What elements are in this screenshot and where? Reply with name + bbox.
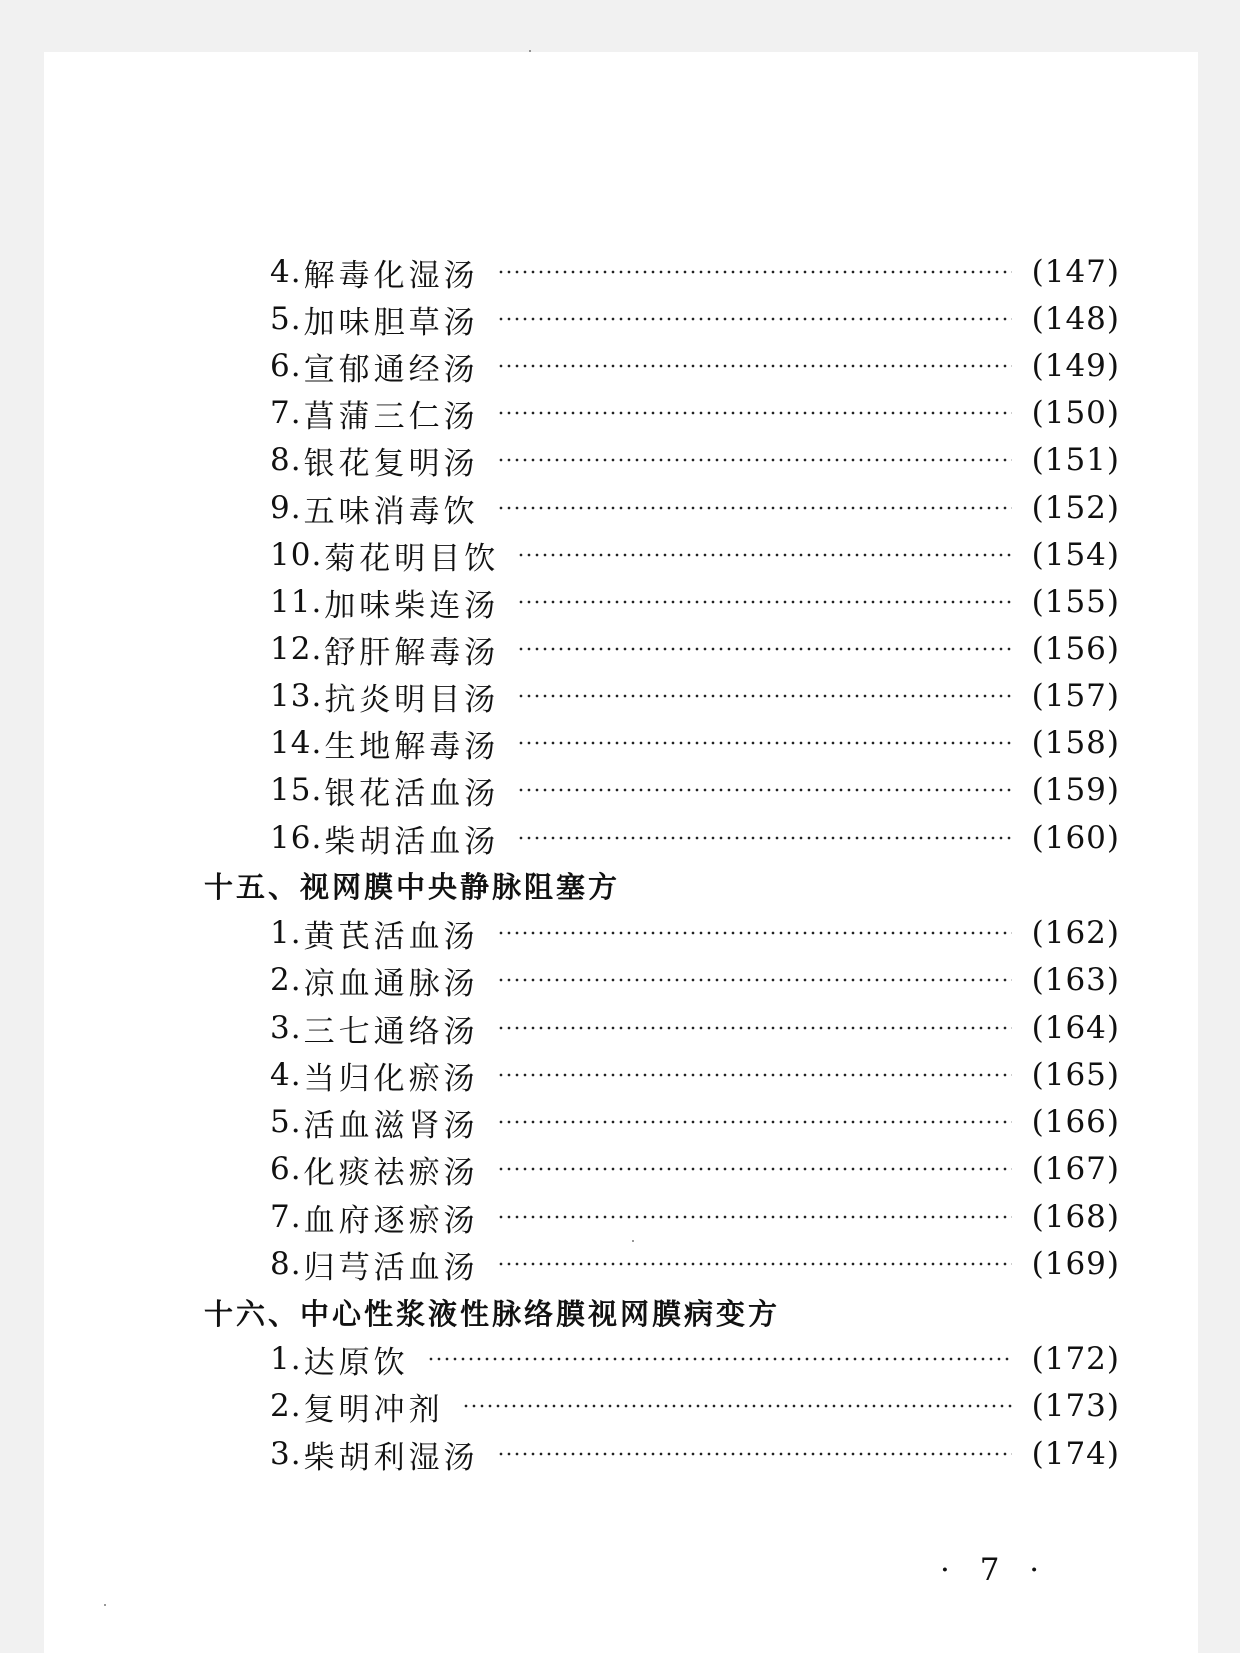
entry-title: 柴胡活血汤 (324, 823, 500, 860)
dot-leader (497, 1073, 1012, 1077)
entry-number: 3. (270, 1010, 302, 1046)
entry-title: 血府逐瘀汤 (303, 1202, 479, 1239)
toc-entry[interactable] (270, 1386, 1120, 1426)
scan-speck (632, 1240, 634, 1242)
toc-entry[interactable] (270, 960, 1120, 1000)
entry-title: 五味消毒饮 (303, 493, 479, 530)
entry-page: (156) (1031, 631, 1120, 667)
entry-page: (157) (1031, 678, 1120, 714)
dot-leader (497, 506, 1012, 510)
entry-number: 7. (270, 395, 302, 431)
toc-entry[interactable] (270, 440, 1120, 480)
entry-number: 5. (270, 1104, 302, 1140)
dot-leader (497, 1262, 1012, 1266)
entry-title: 柴胡利湿汤 (303, 1439, 479, 1476)
entry-title: 舒肝解毒汤 (324, 634, 500, 671)
dot-leader (497, 317, 1012, 321)
dot-leader (517, 600, 1011, 604)
entry-page: (165) (1031, 1057, 1120, 1093)
entry-title: 化痰祛瘀汤 (303, 1154, 479, 1191)
dot-leader (497, 931, 1012, 935)
entry-title: 银花活血汤 (324, 775, 500, 812)
entry-number: 11. (270, 584, 323, 620)
dot-leader (497, 364, 1012, 368)
entry-number: 2. (270, 962, 302, 998)
entry-number: 12. (270, 631, 323, 667)
dot-leader (497, 1120, 1012, 1124)
toc-entry[interactable] (270, 913, 1120, 953)
entry-title: 加味胆草汤 (303, 304, 479, 341)
entry-number: 9. (270, 490, 302, 526)
toc-entry[interactable] (270, 676, 1120, 716)
entry-title: 抗炎明目汤 (324, 681, 500, 718)
dot-leader (517, 553, 1011, 557)
entry-page: (160) (1031, 820, 1120, 856)
entry-title: 黄芪活血汤 (303, 918, 479, 955)
dot-leader (497, 1026, 1012, 1030)
entry-number: 1. (270, 915, 302, 951)
toc-entry[interactable] (270, 629, 1120, 669)
section-heading-16[interactable] (204, 1292, 1104, 1332)
entry-title: 归芎活血汤 (303, 1249, 479, 1286)
dot-leader (427, 1357, 1012, 1361)
dot-leader (497, 1452, 1012, 1456)
toc-entry[interactable] (270, 299, 1120, 339)
dot-leader (517, 741, 1011, 745)
entry-title: 复明冲剂 (303, 1391, 444, 1428)
entry-page: (159) (1031, 772, 1120, 808)
entry-title: 生地解毒汤 (324, 728, 500, 765)
toc-entry[interactable] (270, 488, 1120, 528)
toc-entry[interactable] (270, 582, 1120, 622)
dot-leader (497, 458, 1012, 462)
entry-title: 加味柴连汤 (324, 587, 500, 624)
section-title: 十五、视网膜中央静脉阻塞方 (204, 869, 621, 904)
section-title: 十六、中心性浆液性脉络膜视网膜病变方 (204, 1296, 781, 1331)
scan-speck (529, 50, 531, 52)
entry-title: 达原饮 (303, 1344, 409, 1381)
entry-page: (163) (1031, 962, 1120, 998)
toc-entry[interactable] (270, 1244, 1120, 1284)
entry-page: (168) (1031, 1199, 1120, 1235)
toc-entry[interactable] (270, 346, 1120, 386)
toc-entry[interactable] (270, 1339, 1120, 1379)
entry-number: 4. (270, 1057, 302, 1093)
toc-entry[interactable] (270, 723, 1120, 763)
toc-entry[interactable] (270, 1102, 1120, 1142)
entry-number: 6. (270, 1151, 302, 1187)
toc-entry[interactable] (270, 1055, 1120, 1095)
entry-number: 8. (270, 442, 302, 478)
entry-number: 10. (270, 537, 323, 573)
entry-number: 14. (270, 725, 323, 761)
dot-leader (517, 788, 1011, 792)
dot-leader (497, 411, 1012, 415)
entry-page: (150) (1031, 395, 1120, 431)
entry-page: (152) (1031, 490, 1120, 526)
dot-leader (517, 647, 1011, 651)
entry-number: 16. (270, 820, 323, 856)
entry-page: (149) (1031, 348, 1120, 384)
document-page (44, 52, 1198, 1653)
entry-number: 2. (270, 1388, 302, 1424)
entry-number: 15. (270, 772, 323, 808)
entry-page: (172) (1031, 1341, 1120, 1377)
entry-title: 宣郁通经汤 (303, 351, 479, 388)
entry-number: 8. (270, 1246, 302, 1282)
entry-page: (148) (1031, 301, 1120, 337)
toc-entry[interactable] (270, 1149, 1120, 1189)
entry-number: 13. (270, 678, 323, 714)
entry-title: 菊花明目饮 (324, 540, 500, 577)
entry-title: 凉血通脉汤 (303, 965, 479, 1002)
entry-page: (162) (1031, 915, 1120, 951)
toc-entry[interactable] (270, 535, 1120, 575)
toc-entry[interactable] (270, 1197, 1120, 1237)
entry-page: (174) (1031, 1436, 1120, 1472)
section-heading-15[interactable] (204, 865, 1104, 905)
entry-page: (173) (1031, 1388, 1120, 1424)
entry-page: (169) (1031, 1246, 1120, 1282)
toc-entry[interactable] (270, 770, 1120, 810)
dot-leader (517, 694, 1011, 698)
entry-page: (151) (1031, 442, 1120, 478)
dot-leader (497, 270, 1012, 274)
entry-number: 5. (270, 301, 302, 337)
page-number: · 7 · (940, 1552, 1050, 1588)
toc-entry[interactable] (270, 1008, 1120, 1048)
toc-entry[interactable] (270, 393, 1120, 433)
entry-title: 菖蒲三仁汤 (303, 398, 479, 435)
dot-leader (497, 1215, 1012, 1219)
entry-title: 活血滋肾汤 (303, 1107, 479, 1144)
entry-number: 7. (270, 1199, 302, 1235)
dot-leader (517, 836, 1011, 840)
entry-page: (147) (1031, 254, 1120, 290)
entry-number: 4. (270, 254, 302, 290)
dot-leader (497, 1167, 1012, 1171)
entry-page: (164) (1031, 1010, 1120, 1046)
entry-number: 3. (270, 1436, 302, 1472)
entry-page: (154) (1031, 537, 1120, 573)
entry-number: 1. (270, 1341, 302, 1377)
dot-leader (462, 1404, 1012, 1408)
entry-title: 三七通络汤 (303, 1013, 479, 1050)
entry-page: (167) (1031, 1151, 1120, 1187)
entry-page: (155) (1031, 584, 1120, 620)
entry-title: 银花复明汤 (303, 445, 479, 482)
entry-page: (166) (1031, 1104, 1120, 1140)
entry-page: (158) (1031, 725, 1120, 761)
toc-entry[interactable] (270, 1434, 1120, 1474)
entry-title: 当归化瘀汤 (303, 1060, 479, 1097)
toc-entry[interactable] (270, 818, 1120, 858)
entry-title: 解毒化湿汤 (303, 257, 479, 294)
scan-speck (104, 1604, 106, 1606)
toc-entry[interactable] (270, 252, 1120, 292)
entry-number: 6. (270, 348, 302, 384)
dot-leader (497, 978, 1012, 982)
